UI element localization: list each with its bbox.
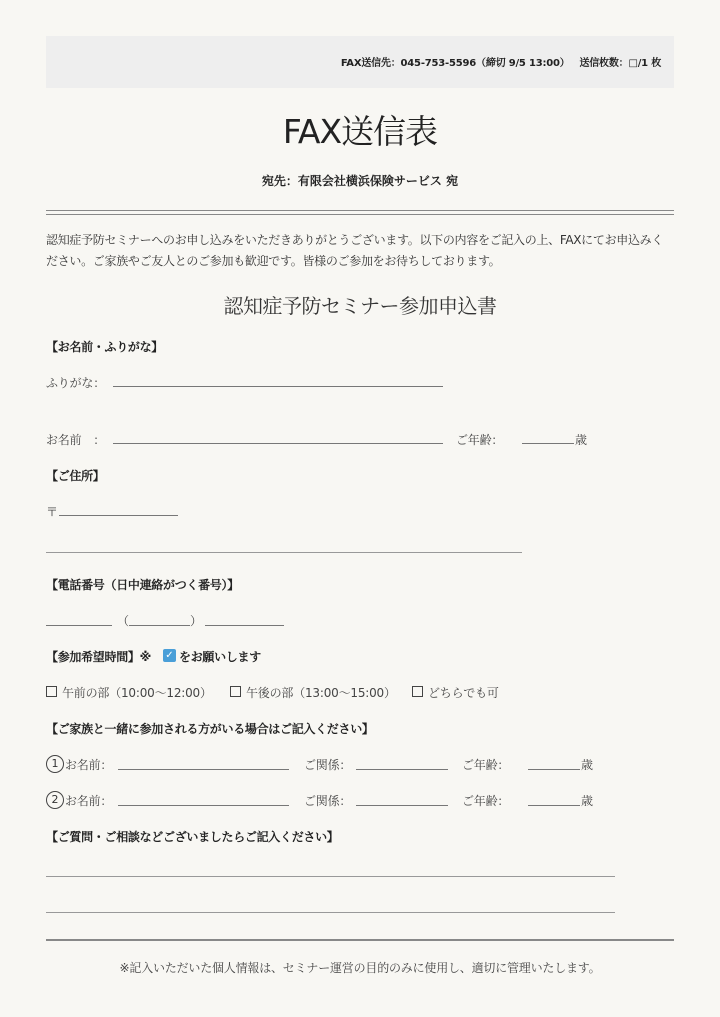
relation-field-2[interactable] — [356, 805, 448, 806]
paren-close: ） — [190, 614, 203, 628]
time-section-heading — [46, 648, 151, 665]
phone-last-field[interactable] — [205, 625, 284, 626]
form-title: 認知症予防セミナー参加申込書 — [223, 294, 497, 318]
phone-middle-field[interactable] — [129, 625, 190, 626]
time-heading-suffix: をお願いします — [179, 650, 261, 664]
name-label: お名前 ： — [46, 433, 106, 447]
relation-label: ご関係： — [304, 794, 352, 808]
postal-code-field[interactable] — [59, 515, 178, 516]
age-label: ご年齢： — [456, 433, 504, 447]
family-name-label: お名前： — [65, 758, 113, 772]
intro-text: 認知症予防セミナーへのお申し込みをいただきありがとうございます。以下の内容をご記入の上、FAXにてお申込みください。ご家族やご友人とのご参加も歓迎です。皆様のご参加をお待ちしております。 — [46, 233, 664, 268]
checkbox-afternoon[interactable] — [230, 686, 241, 697]
family-age-field-2[interactable] — [528, 805, 580, 806]
header-info — [341, 54, 661, 69]
row-number-2: 2 — [46, 791, 64, 809]
sheet-count: 送信枚数：□/1 枚 — [579, 58, 661, 69]
furigana-label: ふりがな： — [46, 376, 106, 390]
checkbox-morning[interactable] — [46, 686, 57, 697]
checkbox-either[interactable] — [412, 686, 423, 697]
page-title: FAX送信表 — [282, 112, 438, 151]
family-name-field-2[interactable] — [118, 805, 289, 806]
questions-section-heading: 【ご質問・ご相談などございましたらご記入ください】 — [46, 830, 339, 844]
question-line-1[interactable] — [46, 876, 615, 877]
family-age-label: ご年齢： — [462, 758, 510, 772]
postal-mark: 〒 — [46, 505, 59, 519]
family-name-label: お名前： — [65, 794, 113, 808]
checkmark-icon: ✓ — [163, 649, 176, 662]
fax-destination: FAX送信先：045-753-5596（締切 9/5 13:00） — [340, 58, 570, 69]
question-line-2[interactable] — [46, 912, 615, 913]
option-either: どちらでも可 — [428, 686, 499, 700]
address-field[interactable] — [46, 552, 522, 553]
address-section-heading: 【ご住所】 — [46, 469, 105, 483]
name-field[interactable] — [113, 443, 443, 444]
family-age-unit: 歳 — [581, 758, 593, 772]
option-afternoon: 午後の部（13:00〜15:00） — [246, 686, 396, 700]
phone-area-field[interactable] — [46, 625, 112, 626]
age-field[interactable] — [522, 443, 574, 444]
bottom-divider — [46, 939, 674, 941]
header-bar — [46, 36, 674, 88]
relation-field-1[interactable] — [356, 769, 448, 770]
family-age-unit: 歳 — [581, 794, 593, 808]
relation-label: ご関係： — [304, 758, 352, 772]
recipient: 宛先：有限会社横浜保険サービス 宛 — [261, 174, 459, 188]
family-age-label: ご年齢： — [462, 794, 510, 808]
privacy-note: ※記入いただいた個人情報は、セミナー運営の目的のみに使用し、適切に管理いたします。 — [119, 961, 601, 975]
paren-open: （ — [117, 614, 130, 628]
age-unit: 歳 — [575, 433, 587, 447]
time-heading-prefix: 【参加希望時間】※ — [46, 650, 151, 664]
family-name-field-1[interactable] — [118, 769, 289, 770]
divider — [46, 210, 674, 215]
name-section-heading: 【お名前・ふりがな】 — [46, 340, 164, 354]
family-age-field-1[interactable] — [528, 769, 580, 770]
family-section-heading: 【ご家族と一緒に参加される方がいる場合はご記入ください】 — [46, 722, 374, 736]
phone-section-heading: 【電話番号（日中連絡がつく番号）】 — [46, 578, 239, 592]
option-morning: 午前の部（10:00〜12:00） — [62, 686, 212, 700]
row-number-1: 1 — [46, 755, 64, 773]
furigana-field[interactable] — [113, 386, 443, 387]
